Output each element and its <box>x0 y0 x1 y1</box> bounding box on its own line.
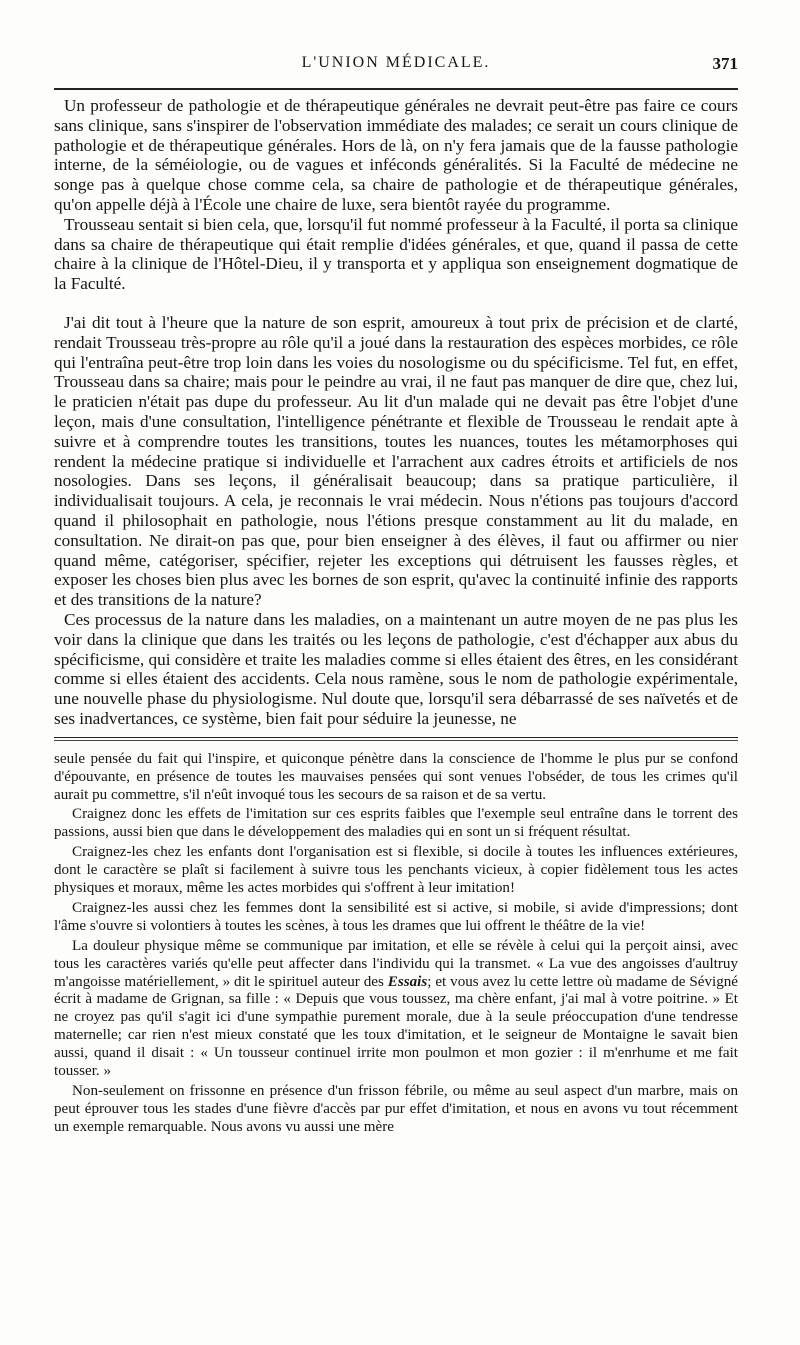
main-paragraph-3: J'ai dit tout à l'heure que la nature de son esprit, amoureux à tout prix de précision et de clarté, rendait Trousseau très-propre au rôle qu'il a joué dans la restauration des espèces morbides, ce rôle qui l'entraîna peut-être trop loin dans les voies du nosologisme ou du spécificisme. Tel fut, en effet, Trousseau dans sa chaire; mais pour le peindre au vrai, il ne faut pas manquer de dire que, chez lui, le praticien n'était pas dupe du professeur. Au lit d'un malade qui ne devait pas être l'objet d'une leçon, mais d'une consultation, l'intelligence pénétrante et flexible de Trousseau le rendait apte à suivre et à comprendre toutes les transitions, toutes les nuances, toutes les métamorphoses qui rendent la médecine pratique si individuelle et l'arrachent aux cadres étroits et artificiels de nos nosologies. Dans ses leçons, il généralisait beaucoup; dans sa pratique particulière, il individualisait toujours. A cela, je reconnais le vrai médecin. Nous n'étions pas toujours d'accord quand il philosophait en pathologie, nous l'étions presque constamment au lit du malade, en consultation. Ne dirait-on pas que, pour bien enseigner à des élèves, il faut ou affirmer ou nier quand même, catégoriser, spécifier, rejeter les exceptions qui détruisent les fausses règles, et exposer les choses bien plus avec les bornes de son esprit, qu'avec la continuité infinie des rapports et des transitions de la nature? <box>54 312 738 610</box>
essais-title: Essais <box>387 973 428 990</box>
footnote-paragraph-4: Craignez-les aussi chez les femmes dont la sensibilité est si active, si mobile, si avide d'impressions; dont l'âme s'ouvre si volontiers à toutes les scènes, à tous les drames que lui offrent le théâtre de la vie! <box>54 899 738 934</box>
main-paragraph-4: Ces processus de la nature dans les maladies, on a maintenant un autre moyen de ne pas plus les voir dans la clinique que dans les traités ou les leçons de pathologie, c'est d'échapper aux abus du spécificisme, qui considère et traite les maladies comme si elles étaient des êtres, en les considérant comme si elles étaient des accidents. Cela nous ramène, sous le nom de pathologie expérimentale, une nouvelle phase du physiologisme. Nul doute que, lorsqu'il sera débarrassé de ses naïvetés et de ses inadvertances, ce système, bien fait pour séduire la jeunesse, ne <box>54 609 738 728</box>
main-paragraph-2: Trousseau sentait si bien cela, que, lorsqu'il fut nommé professeur à la Faculté, il porta sa clinique dans sa chaire de thérapeutique qui était remplie d'idées générales, et que, quand il passa de cette chaire à la clinique de l'Hôtel-Dieu, il y transporta et y appliqua son enseignement dogmatique de la Faculté. <box>54 214 738 294</box>
footnote-paragraph-6: Non-seulement on frissonne en présence d'un frisson fébrile, ou même au seul aspect d'un marbre, mais on peut éprouver tous les stades d'une fièvre d'accès par pur effet d'imitation, et nous en avons vu tout récemment un exemple remarquable. Nous avons vu aussi une mère <box>54 1083 738 1135</box>
footnote-paragraph-2: Craignez donc les effets de l'imitation sur ces esprits faibles que l'exemple seul entraîne dans le torrent des passions, aussi bien que dans le développement des maladies qui en sont un si fréquent résultat. <box>54 806 738 841</box>
footnote <box>54 751 738 1137</box>
footnote-paragraph-3: Craignez-les chez les enfants dont l'organisation est si flexible, si docile à toutes les influences extérieures, dont le caractère se plaît si facilement à suivre tous les penchants vicieux, à copier fidèlement tous les actes physiques et moraux, même les actes morbides qui s'offrent à leur imitation! <box>54 844 738 897</box>
main-paragraph-1: Un professeur de pathologie et de thérapeutique générales ne devrait peut-être pas faire ce cours sans clinique, sans s'inspirer de l'observation immédiate des malades; ce serait un cours clinique de pathologie et de thérapeutique générales. Hors de là, on n'y fera jamais que de la fausse pathologie interne, de la séméiologie, ou de vagues et inféconds généralités. Si la Faculté de médecine ne songe pas à quelque chose comme cela, sa chaire de pathologie et de thérapeutique générales, qu'on appelle déjà à l'École une chaire de luxe, sera bientôt rayée du programme. <box>54 96 738 214</box>
footnote-paragraph-5 <box>54 938 738 1081</box>
page-header <box>54 44 738 90</box>
header-rule <box>54 88 738 90</box>
journal-page <box>0 44 800 1345</box>
footnote-p5-end: ; et vous avez lu cette lettre où madame de Sévigné écrit à madame de Grignan, sa fille : « Depuis que vous toussez, ma chère enfant, j'ai mal à votre poitrine. » Et ne croyez pas qu'il s'agit ici d'une sympathie purement morale, due à la seule préoccupation d'une tendresse maternelle; car rien n'est mieux constaté que les toux d'imitation, et le seigneur de Montaigne le savait bien aussi, quand il disait : « Un tousseur continuel irrite mon poulmon et mon gozier : il m'enrhume et me fait tousser. » <box>54 973 738 1080</box>
footnote-p5-start: La douleur physique même se communique par imitation, et elle se révèle à celui qui la perçoit ainsi, avec tous les caractères variés qu'elle peut affecter dans l'individu qui la transmet. « La vue des angoisses d'aultruy m'angoisse matériellement, » dit le spirituel auteur des <box>54 937 738 990</box>
page-number: 371 <box>712 54 738 73</box>
running-title: L'UNION MÉDICALE. <box>301 54 491 71</box>
footnote-rule <box>54 737 738 741</box>
main-text <box>54 96 738 729</box>
footnote-paragraph-1: seule pensée du fait qui l'inspire, et quiconque pénètre dans la conscience de l'homme le plus pur se confond d'épouvante, en présence de toutes les mauvaises pensées qui sont venues l'obséder, de tous les crimes qu'il aurait pu commettre, s'il n'eût invoqué tous les secours de sa raison et de sa vertu. <box>54 750 738 803</box>
